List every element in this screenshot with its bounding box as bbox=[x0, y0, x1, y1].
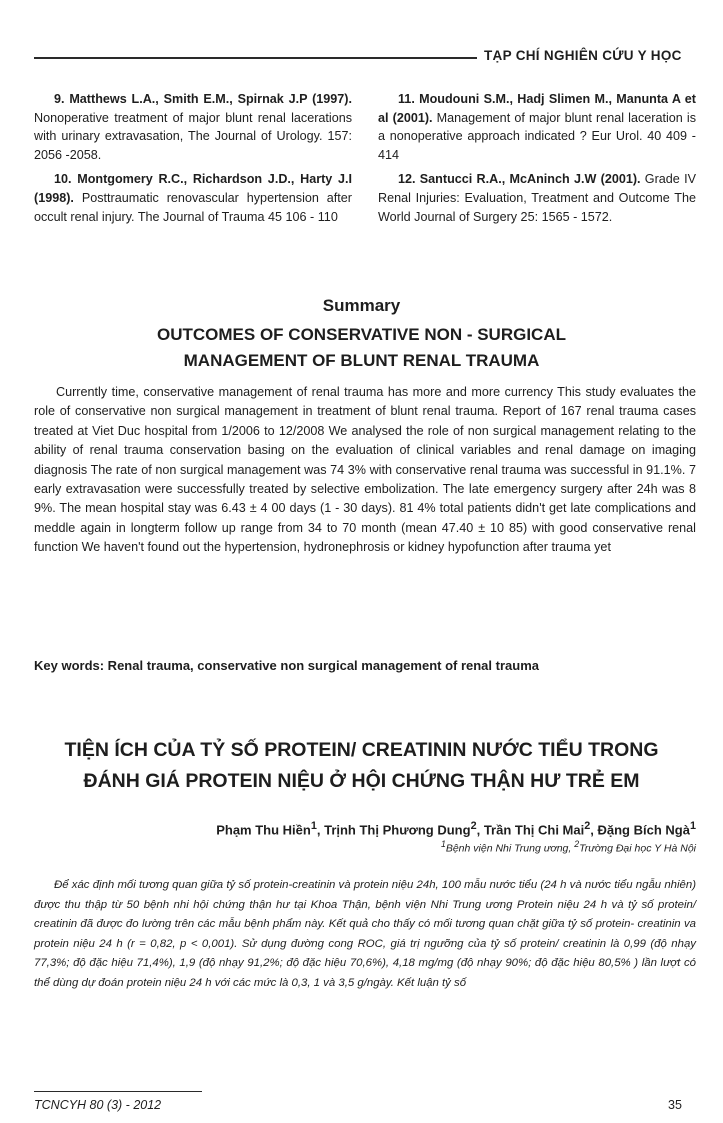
reference-text: Nonoperative treatment of major blunt renal lacerations with urinary extravasation, The Journal of Urology. 157: 2056 -2058. bbox=[34, 110, 352, 162]
author-affiliation-mark: 2 bbox=[470, 820, 477, 832]
page-number: 35 bbox=[668, 1098, 682, 1112]
affiliation-name: Bệnh viện Nhi Trung ương, bbox=[445, 842, 572, 855]
reference-10 bbox=[34, 170, 352, 226]
reference-authors: 11. Moudouni S.M., Hadj Slimen M., Manunta A et al (2001). bbox=[378, 92, 696, 125]
reference-authors: 9. Matthews L.A., Smith E.M., Spirnak J.P (1997). bbox=[54, 92, 352, 106]
footer-journal-issue: TCNCYH 80 (3) - 2012 bbox=[34, 1098, 162, 1112]
article-title bbox=[0, 735, 723, 797]
article-title-line-2: ĐÁNH GIÁ PROTEIN NIỆU Ở HỘI CHỨNG THẬN HƯ TRẺ EM bbox=[83, 770, 640, 792]
affiliation-mark: 2 bbox=[574, 839, 580, 849]
author-name: Đặng Bích Ngà bbox=[597, 822, 690, 838]
footer-rule bbox=[34, 1091, 202, 1092]
author-name: Trần Thị Chi Mai bbox=[483, 822, 585, 838]
article-affiliations bbox=[441, 839, 696, 855]
references-left-column bbox=[34, 90, 352, 232]
summary-title bbox=[0, 322, 723, 374]
reference-12 bbox=[378, 170, 696, 226]
summary-keywords: Key words: Renal trauma, conservative non surgical management of renal trauma bbox=[34, 658, 539, 673]
summary-abstract: Currently time, conservative management of renal trauma has more and more currency This study evaluates the role of conservative non surgical management in treatment of blunt renal trauma. Report of 167 renal trauma cases treated at Viet Duc hospital from 1/2006 to 12/2008 We analysed the role of non surgical management relating to the ability of renal trauma conservation basing on the evaluation of clinical variables and renal damage on imaging diagnosis The rate of non surgical management was 74 3% with conservative renal trauma was successful in 91.1%. 7 early extravasation were successfully treated by selective embolization. The late emergency surgery after 24h was 8 9%. The mean hospital stay was 6.43 ± 4 00 days (1 - 30 days). 81 4% total patients didn't get late complications and meddle again in longterm follow up range from 34 to 70 month (mean 47.40 ± 10 85) with good conservative renal function We haven't found out the hypertension, hydronephrosis or kidney hypofunction after trauma yet bbox=[34, 385, 696, 555]
reference-authors: 10. Montgomery R.C., Richardson J.D., Harty J.I (1998). bbox=[34, 172, 352, 205]
author-affiliation-mark: 1 bbox=[689, 820, 696, 832]
author-affiliation-mark: 1 bbox=[310, 820, 317, 832]
article-authors: Phạm Thu Hiền$^1$, Trịnh Thị Phương Dung$^2$, Trần Thị Chi Mai$^2$, Đặng Bích Ngà$^1$ bbox=[216, 820, 696, 838]
references bbox=[34, 90, 696, 232]
article-abstract: Để xác định mối tương quan giữa tỷ số protein-creatinin và protein niệu 24h, 100 mẫu nước tiểu (24 h và nước tiểu ngẫu nhiên) được thu thập từ 50 bệnh nhi hội chứng thận hư tại Khoa Thận, bệnh viện Nhi Trung ương Protein niệu 24 h và tỷ số protein/ creatinin đã được đo lường trên các mẫu bệnh phẩm này. Kết quả cho thấy có mối tương quan chặt giữa tỷ số protein- creatinin va protein niệu 24 h (r = 0,82, p < 0,001). Sử dụng đường cong ROC, giá trị ngưỡng của tỷ số protein/ creatinin là 0,99 (độ nhạy 77,3%; độ đặc hiệu 71,4%), 1,9 (độ nhạy 91,2%; độ đặc hiệu 70,6%), 4,18 mg/mg (độ nhạy 90%; độ đặc hiệu 80,5% ) lần lượt có thể dùng dự đoán protein niệu 24 h với các mức là 0,3, 1 và 3,5 g/ngày. Kết luận tỷ số bbox=[34, 879, 696, 989]
summary-title-line-1: OUTCOMES OF CONSERVATIVE NON - SURGICAL bbox=[157, 325, 566, 344]
article-title-line-1: TIỆN ÍCH CỦA TỶ SỐ PROTEIN/ CREATININ NƯỚC TIỂU TRONG bbox=[64, 739, 659, 761]
header-rule bbox=[34, 57, 477, 59]
affiliation-mark: 1 bbox=[440, 839, 446, 849]
references-right-column bbox=[378, 90, 696, 232]
author-affiliation-mark: 2 bbox=[584, 820, 591, 832]
reference-text: Grade IV Renal Injuries: Evaluation, Treatment and Outcome The World Journal of Surgery 25: 1565 - 1572. bbox=[378, 172, 696, 224]
author-name: Phạm Thu Hiền bbox=[216, 822, 311, 838]
summary-heading: Summary bbox=[322, 296, 401, 315]
reference-9 bbox=[34, 90, 352, 164]
reference-11 bbox=[378, 90, 696, 164]
summary-title-line-2: MANAGEMENT OF BLUNT RENAL TRAUMA bbox=[183, 351, 540, 370]
affiliation-name: Trường Đại học Y Hà Nội bbox=[579, 842, 696, 855]
author-name: Trịnh Thị Phương Dung bbox=[324, 822, 471, 838]
reference-text: Posttraumatic renovascular hypertension after occult renal injury. The Journal of Trauma 45 106 - 110 bbox=[34, 190, 352, 224]
reference-authors: 12. Santucci R.A., McAninch J.W (2001). bbox=[398, 172, 641, 187]
reference-text: Management of major blunt renal laceration is a nonoperative approach indicated ? Eur Urol. 40 409 - 414 bbox=[378, 110, 696, 162]
journal-title: TẠP CHÍ NGHIÊN CỨU Y HỌC bbox=[484, 48, 682, 63]
